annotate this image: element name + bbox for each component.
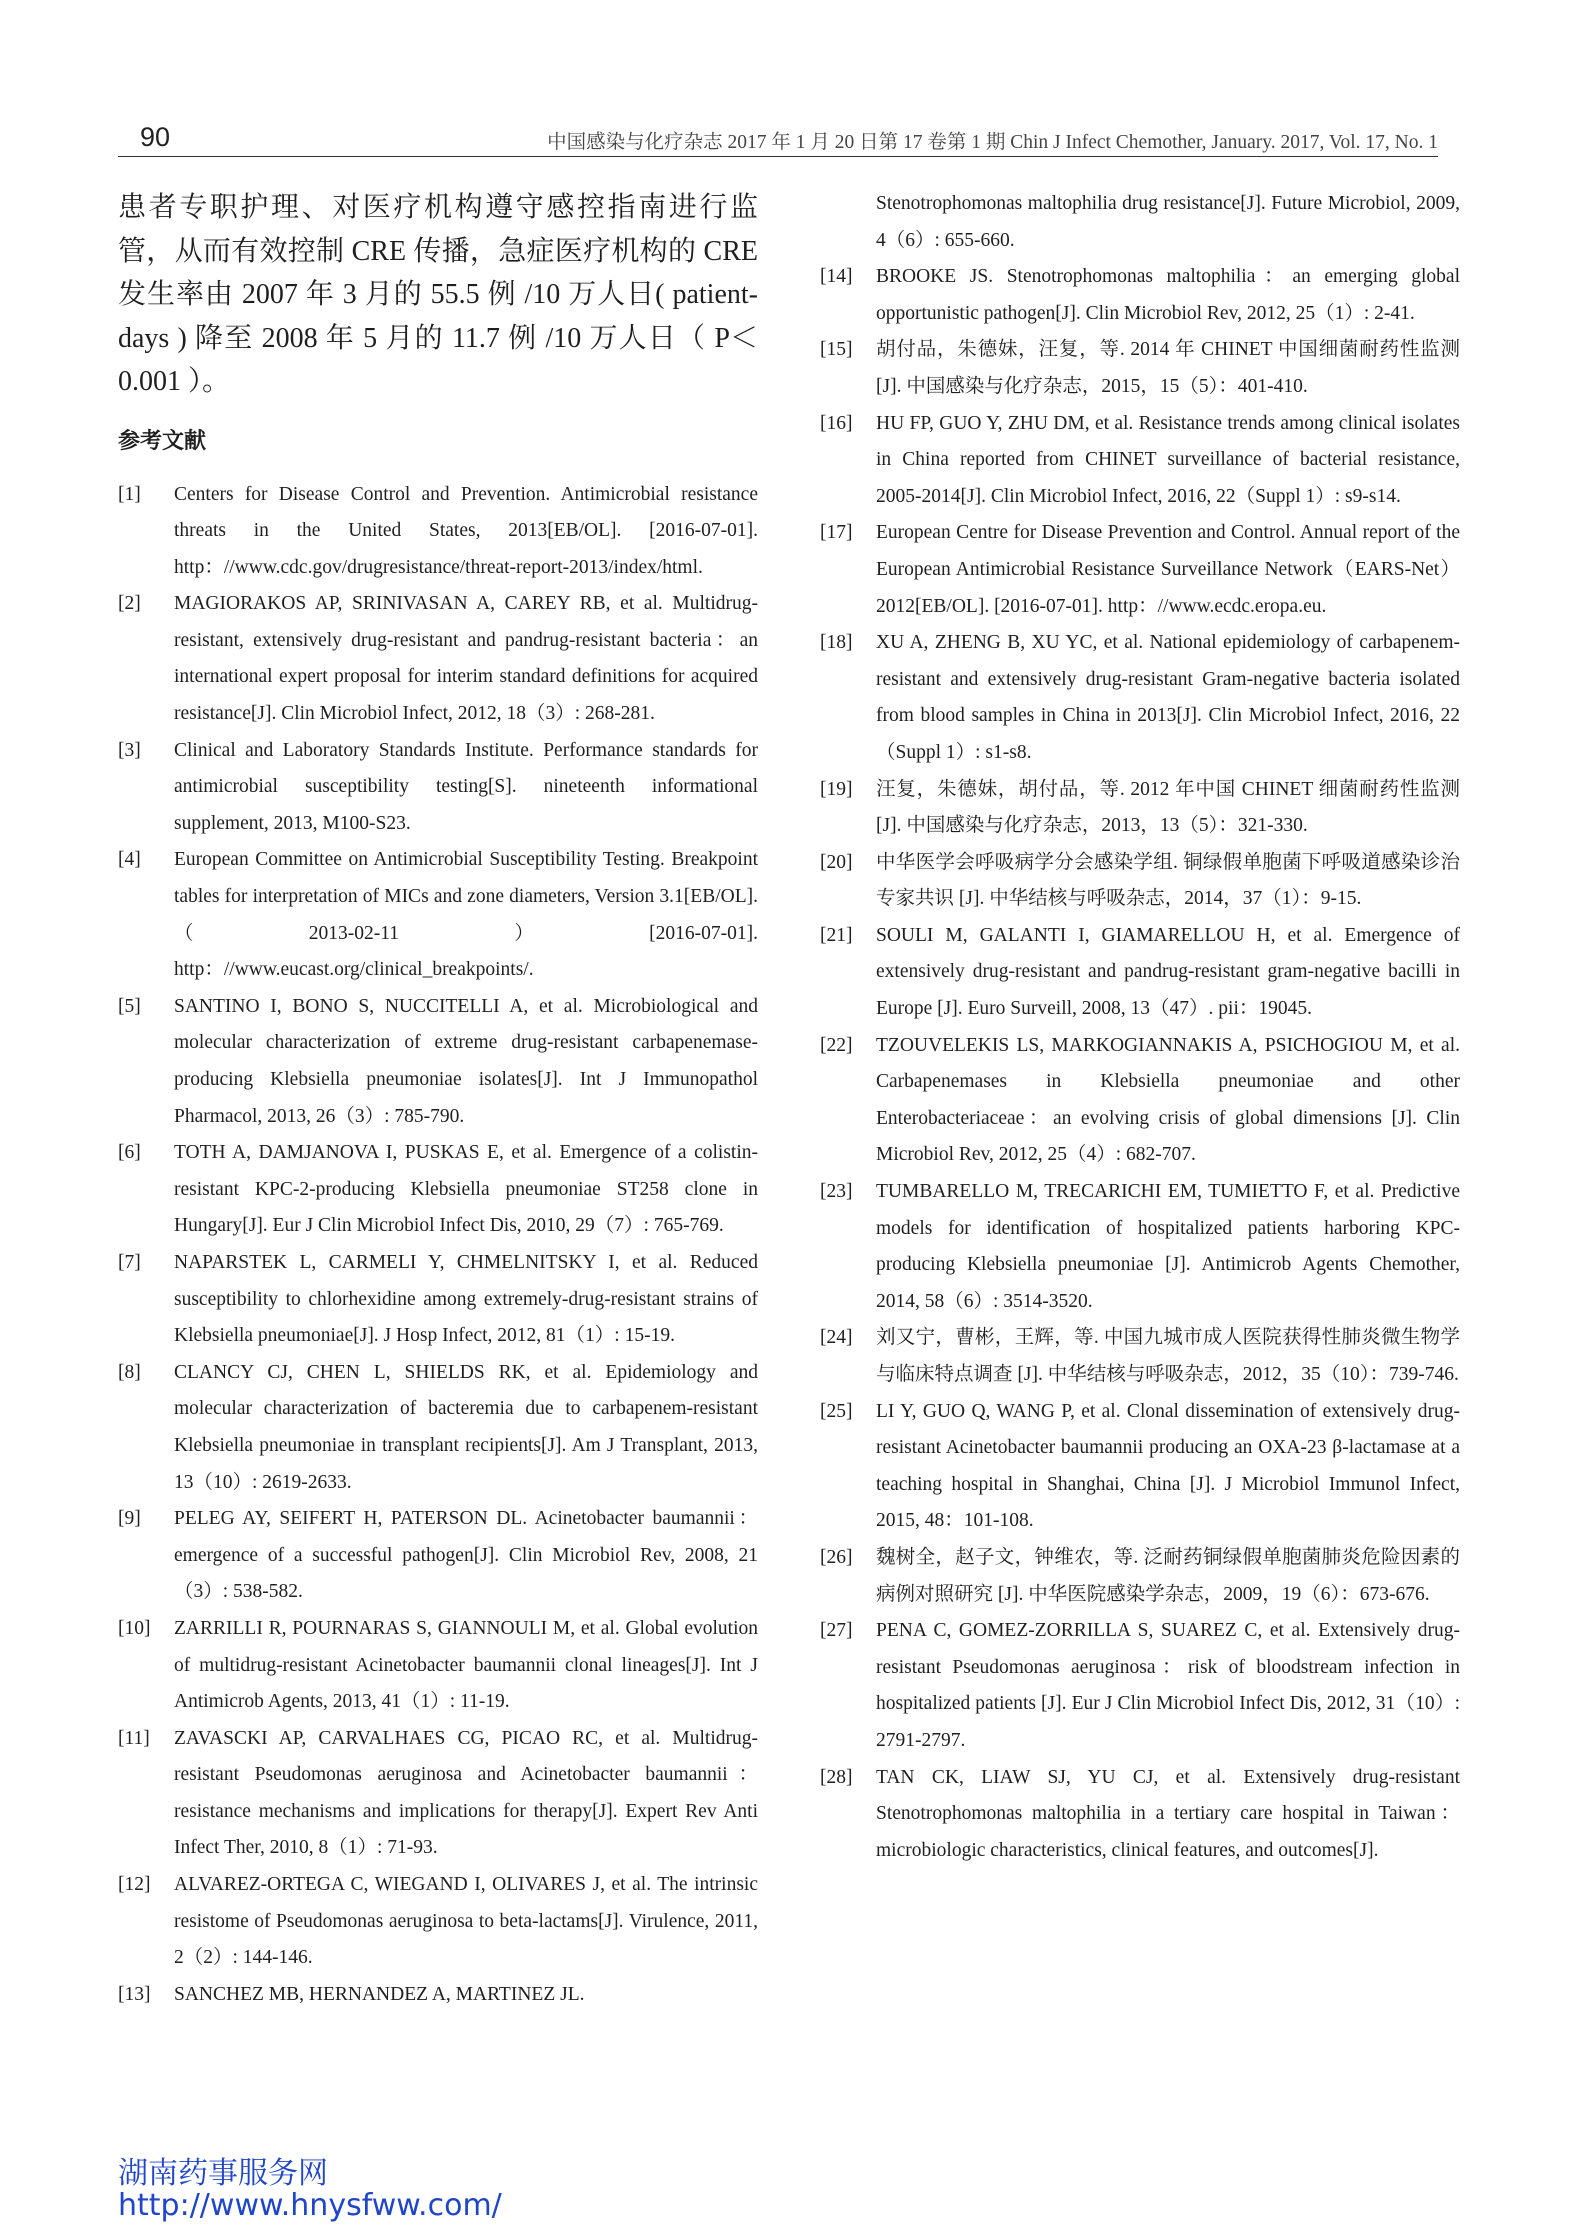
- reference-number: [28]: [820, 1766, 853, 1788]
- reference-text: European Centre for Disease Prevention and Control. Annual report of the European Antimicrobial Resistance Surveillance Network（EARS-Net）2012[EB/OL]. [2016-07-01]. http：//www.ecdc.eropa.eu.: [876, 522, 1460, 617]
- reference-number: [27]: [820, 1620, 853, 1642]
- reference-item: [118, 842, 758, 988]
- reference-item: [118, 989, 758, 1135]
- reference-text: PENA C, GOMEZ-ZORRILLA S, SUAREZ C, et al. Extensively drug-resistant Pseudomonas aeruginosa：risk of bloodstream infection in hospitalized patients [J]. Eur J Clin Microbiol Infect Dis, 2012, 31（10）: 2791-2797.: [876, 1620, 1460, 1751]
- reference-item: [820, 406, 1460, 516]
- reference-text: CLANCY CJ, CHEN L, SHIELDS RK, et al. Epidemiology and molecular characterization of bacteremia due to carbapenem-resistant Klebsiella pneumoniae in transplant recipients[J]. Am J Transplant, 2013, 13（10）: 2619-2633.: [174, 1361, 758, 1493]
- reference-text: TUMBARELLO M, TRECARICHI EM, TUMIETTO F, et al. Predictive models for identification of hospitalized patients harboring KPC-producing Klebsiella pneumoniae [J]. Antimicrob Agents Chemother, 2014, 58（6）: 3514-3520.: [876, 1181, 1460, 1312]
- reference-number: [3]: [118, 739, 141, 761]
- reference-text: Centers for Disease Control and Prevention. Antimicrobial resistance threats in the United States, 2013[EB/OL]. [2016-07-01]. http：//www.cdc.gov/drugresistance/threat-report-2013/index/html.: [174, 483, 758, 578]
- reference-number: [8]: [118, 1361, 141, 1383]
- reference-text: XU A, ZHENG B, XU YC, et al. National epidemiology of carbapenem-resistant and extensively drug-resistant Gram-negative bacteria isolated from blood samples in China in 2013[J]. Clin Microbiol Infect, 2016, 22（Suppl 1）: s1-s8.: [876, 632, 1460, 763]
- reference-item: [820, 918, 1460, 1028]
- reference-number: [10]: [118, 1617, 151, 1639]
- reference-item: [820, 1320, 1460, 1393]
- reference-number: [2]: [118, 593, 141, 615]
- reference-item: [820, 515, 1460, 625]
- footer-site-name: 湖南药事服务网: [118, 2156, 328, 2191]
- reference-text: 胡付品，朱德妹，汪复，等. 2014 年 CHINET 中国细菌耐药性监测 [J]. 中国感染与化疗杂志，2015，15（5）：401-410.: [876, 339, 1460, 397]
- reference-number: [20]: [820, 851, 853, 873]
- reference-item: [820, 1760, 1460, 1870]
- reference-number: [14]: [820, 266, 853, 288]
- reference-item: [118, 477, 758, 587]
- reference-number: [4]: [118, 849, 141, 871]
- reference-item: [118, 1135, 758, 1245]
- reference-text: Stenotrophomonas maltophilia drug resistance[J]. Future Microbiol, 2009, 4（6）: 655-660.: [876, 193, 1460, 251]
- reference-item: [118, 1501, 758, 1611]
- reference-item: [118, 1611, 758, 1721]
- reference-item: [820, 259, 1460, 332]
- reference-text: SANTINO I, BONO S, NUCCITELLI A, et al. Microbiological and molecular characterization of extreme drug-resistant carbapenemase-producing Klebsiella pneumoniae isolates[J]. Int J Immunopathol Pharmacol, 2013, 26（3）: 785-790.: [174, 995, 758, 1127]
- reference-number: [15]: [820, 339, 853, 361]
- reference-text: MAGIORAKOS AP, SRINIVASAN A, CAREY RB, et al. Multidrug-resistant, extensively drug-resistant and pandrug-resistant bacteria：an international expert proposal for interim standard definitions for acquired resistance[J]. Clin Microbiol Infect, 2012, 18（3）: 268-281.: [174, 593, 758, 725]
- reference-text: TAN CK, LIAW SJ, YU CJ, et al. Extensively drug-resistant Stenotrophomonas maltophilia in a tertiary care hospital in Taiwan：microbiologic characteristics, clinical features, and outcomes[J].: [876, 1766, 1460, 1861]
- reference-number: [23]: [820, 1181, 853, 1203]
- reference-number: [19]: [820, 778, 853, 800]
- reference-number: [17]: [820, 522, 853, 544]
- reference-list-left: [118, 477, 758, 2014]
- reference-text: PELEG AY, SEIFERT H, PATERSON DL. Acinetobacter baumannii：emergence of a successful pathogen[J]. Clin Microbiol Rev, 2008, 21（3）: 538-582.: [174, 1508, 758, 1603]
- reference-text: European Committee on Antimicrobial Susceptibility Testing. Breakpoint tables for interpretation of MICs and zone diameters, Version 3.1[EB/OL].（2013-02-11）[2016-07-01]. http：//www.eucast.org/clinical_breakpoints/.: [174, 849, 758, 981]
- footer-site-url[interactable]: http://www.hnysfww.com/: [118, 2188, 502, 2223]
- reference-number: [18]: [820, 632, 853, 654]
- reference-text: 中华医学会呼吸病学分会感染学组. 铜绿假单胞菌下呼吸道感染诊治专家共识 [J]. 中华结核与呼吸杂志，2014，37（1）：9-15.: [876, 851, 1460, 910]
- reference-number: [6]: [118, 1142, 141, 1164]
- reference-item: [118, 1867, 758, 1977]
- reference-number: [12]: [118, 1874, 151, 1896]
- reference-item: [820, 1394, 1460, 1540]
- reference-number: [5]: [118, 995, 141, 1017]
- reference-item: [118, 1721, 758, 1867]
- page-number: 90: [140, 122, 171, 152]
- reference-text: Clinical and Laboratory Standards Institute. Performance standards for antimicrobial susceptibility testing[S]. nineteenth informational supplement, 2013, M100-S23.: [174, 739, 758, 834]
- reference-item: [118, 1355, 758, 1501]
- reference-item: [820, 625, 1460, 771]
- reference-item: [820, 772, 1460, 845]
- reference-text: 魏树全，赵子文，钟维农，等. 泛耐药铜绿假单胞菌肺炎危险因素的病例对照研究 [J]. 中华医院感染学杂志，2009，19（6）：673-676.: [876, 1546, 1460, 1605]
- reference-number: [13]: [118, 1983, 151, 2005]
- reference-text: NAPARSTEK L, CARMELI Y, CHMELNITSKY I, et al. Reduced susceptibility to chlorhexidine among extremely-drug-resistant strains of Klebsiella pneumoniae[J]. J Hosp Infect, 2012, 81（1）: 15-19.: [174, 1251, 758, 1347]
- reference-item: [118, 586, 758, 732]
- reference-text: 汪复，朱德妹，胡付品，等. 2012 年中国 CHINET 细菌耐药性监测 [J]. 中国感染与化疗杂志，2013，13（5）：321-330.: [876, 778, 1460, 837]
- header-rule: [118, 156, 1438, 157]
- references-heading: 参考文献: [118, 427, 207, 453]
- reference-number: [21]: [820, 924, 853, 946]
- reference-text: SOULI M, GALANTI I, GIAMARELLOU H, et al. Emergence of extensively drug-resistant and pandrug-resistant gram-negative bacilli in Europe [J]. Euro Surveill, 2008, 13（47）. pii：19045.: [876, 924, 1460, 1020]
- reference-text: SANCHEZ MB, HERNANDEZ A, MARTINEZ JL.: [174, 1983, 585, 2005]
- reference-number: [1]: [118, 483, 141, 505]
- reference-number: [22]: [820, 1034, 853, 1056]
- reference-text: ZAVASCKI AP, CARVALHAES CG, PICAO RC, et al. Multidrug-resistant Pseudomonas aeruginosa and Acinetobacter baumannii：resistance mechanisms and implications for therapy[J]. Expert Rev Anti Infect Ther, 2010, 8（1）: 71-93.: [174, 1727, 758, 1859]
- reference-number: [26]: [820, 1546, 853, 1568]
- reference-item: [820, 1613, 1460, 1759]
- right-column: [820, 186, 1460, 1869]
- reference-text: 刘又宁，曹彬，王辉，等. 中国九城市成人医院获得性肺炎微生物学与临床特点调查 [J]. 中华结核与呼吸杂志，2012，35（10）：739-746.: [876, 1327, 1460, 1385]
- reference-number: [25]: [820, 1400, 853, 1422]
- reference-item: [118, 1977, 758, 2014]
- intro-paragraph: 患者专职护理、对医疗机构遵守感控指南进行监管，从而有效控制 CRE 传播，急症医疗机构的 CRE 发生率由 2007 年 3 月的 55.5 例 /10 万人日( patient-days ) 降至 2008 年 5 月的 11.7 例 /10 万人日（ P＜0.001 ）。: [118, 192, 758, 397]
- reference-number: [9]: [118, 1508, 141, 1530]
- page-header: [118, 118, 1438, 158]
- reference-item: [820, 1174, 1460, 1320]
- reference-item: [820, 332, 1460, 405]
- reference-number: [7]: [118, 1251, 141, 1273]
- running-head: 中国感染与化疗杂志 2017 年 1 月 20 日第 17 卷第 1 期 Chin J Infect Chemother, January. 2017, Vol. 17, No. 1: [547, 132, 1438, 153]
- reference-item: [820, 1540, 1460, 1613]
- reference-continuation: [820, 186, 1460, 259]
- reference-text: BROOKE JS. Stenotrophomonas maltophilia：an emerging global opportunistic pathogen[J]. Clin Microbiol Rev, 2012, 25（1）: 2-41.: [876, 266, 1460, 324]
- left-column: [118, 186, 758, 2013]
- reference-text: TOTH A, DAMJANOVA I, PUSKAS E, et al. Emergence of a colistin-resistant KPC-2-producing Klebsiella pneumoniae ST258 clone in Hungary[J]. Eur J Clin Microbiol Infect Dis, 2010, 29（7）: 765-769.: [174, 1142, 758, 1237]
- reference-text: ZARRILLI R, POURNARAS S, GIANNOULI M, et al. Global evolution of multidrug-resistant Acinetobacter baumannii clonal lineages[J]. Int J Antimicrob Agents, 2013, 41（1）: 11-19.: [174, 1617, 758, 1713]
- reference-item: [820, 845, 1460, 918]
- reference-item: [820, 1028, 1460, 1174]
- reference-text: LI Y, GUO Q, WANG P, et al. Clonal dissemination of extensively drug-resistant Acinetobacter baumannii producing an OXA-23 β-lactamase at a teaching hospital in Shanghai, China [J]. J Microbiol Immunol Infect, 2015, 48：101-108.: [876, 1400, 1460, 1532]
- reference-text: TZOUVELEKIS LS, MARKOGIANNAKIS A, PSICHOGIOU M, et al. Carbapenemases in Klebsiella pneumoniae and other Enterobacteriaceae：an evolving crisis of global dimensions [J]. Clin Microbiol Rev, 2012, 25（4）: 682-707.: [876, 1034, 1460, 1166]
- reference-item: [118, 733, 758, 843]
- reference-text: ALVAREZ-ORTEGA C, WIEGAND I, OLIVARES J, et al. The intrinsic resistome of Pseudomonas aeruginosa to beta-lactams[J]. Virulence, 2011, 2（2）: 144-146.: [174, 1874, 758, 1969]
- reference-number: [16]: [820, 412, 853, 434]
- reference-item: [118, 1245, 758, 1355]
- reference-number: [11]: [118, 1727, 150, 1749]
- reference-number: [24]: [820, 1327, 853, 1349]
- reference-list-right: [820, 259, 1460, 1869]
- reference-text: HU FP, GUO Y, ZHU DM, et al. Resistance trends among clinical isolates in China reported from CHINET surveillance of bacterial resistance, 2005-2014[J]. Clin Microbiol Infect, 2016, 22（Suppl 1）: s9-s14.: [876, 412, 1460, 507]
